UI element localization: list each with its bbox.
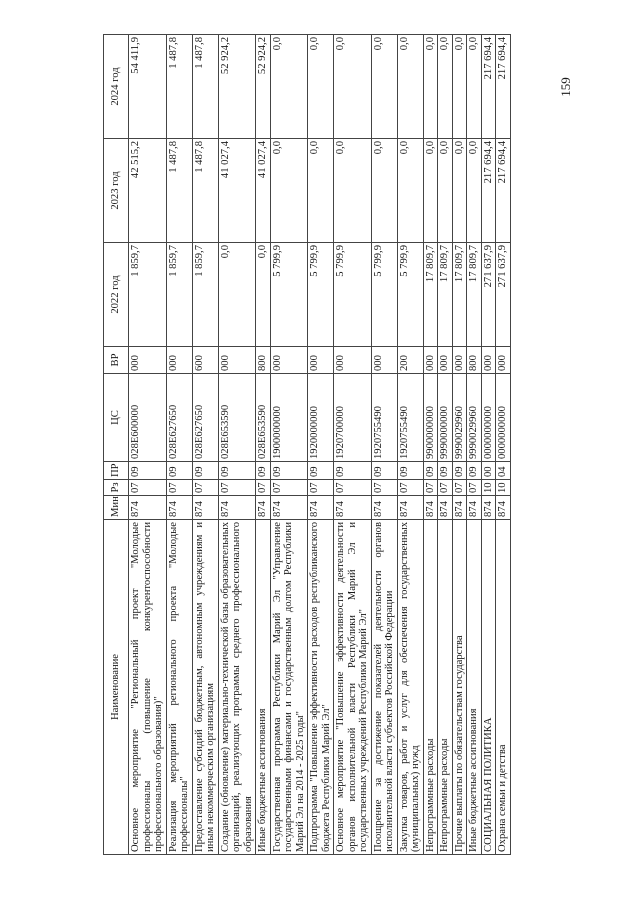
cell-2023: 41 027,4 <box>256 139 271 243</box>
cell-pr: 04 <box>496 462 511 480</box>
cell-2024: 0,0 <box>397 35 423 139</box>
cell-2023: 0,0 <box>438 139 453 243</box>
cell-min: 874 <box>371 496 397 520</box>
cell-2023: 1 487,8 <box>192 139 218 243</box>
cell-pr: 09 <box>218 462 256 480</box>
cell-pr: 09 <box>334 462 372 480</box>
cell-pr: 09 <box>467 462 482 480</box>
cell-cs: 1920755490 <box>371 374 397 462</box>
header-year-2023: 2023 год <box>104 139 129 243</box>
cell-2022: 17 809,7 <box>452 243 467 347</box>
cell-min: 874 <box>270 496 308 520</box>
cell-name: Реализация мероприятий регионального проекта "Молодые профессионалы" <box>166 520 192 855</box>
cell-min: 874 <box>218 496 256 520</box>
cell-2024: 0,0 <box>452 35 467 139</box>
cell-vr: 000 <box>334 347 372 374</box>
cell-rz: 07 <box>423 480 438 496</box>
cell-cs: 9990029960 <box>467 374 482 462</box>
cell-2022: 0,0 <box>218 243 256 347</box>
cell-2024: 217 694,4 <box>496 35 511 139</box>
cell-2024: 0,0 <box>423 35 438 139</box>
cell-vr: 000 <box>129 347 167 374</box>
cell-cs: 1920755490 <box>397 374 423 462</box>
cell-min: 874 <box>438 496 453 520</box>
cell-2022: 1 859,7 <box>166 243 192 347</box>
table-body <box>129 35 511 855</box>
cell-vr: 200 <box>397 347 423 374</box>
cell-rz: 07 <box>129 480 167 496</box>
cell-vr: 800 <box>467 347 482 374</box>
cell-2023: 41 027,4 <box>218 139 256 243</box>
cell-cs: 028E627650 <box>166 374 192 462</box>
cell-pr: 09 <box>192 462 218 480</box>
cell-2024: 1 487,8 <box>192 35 218 139</box>
budget-table-container <box>103 35 573 855</box>
cell-name: Прочие выплаты по обязательствам государства <box>452 520 467 855</box>
cell-rz: 07 <box>438 480 453 496</box>
cell-min: 874 <box>397 496 423 520</box>
cell-name: Иные бюджетные ассигнования <box>467 520 482 855</box>
cell-min: 874 <box>467 496 482 520</box>
cell-2022: 271 637,9 <box>481 243 496 347</box>
cell-2024: 52 924,2 <box>256 35 271 139</box>
cell-min: 874 <box>423 496 438 520</box>
cell-vr: 000 <box>423 347 438 374</box>
cell-min: 874 <box>256 496 271 520</box>
cell-rz: 07 <box>397 480 423 496</box>
cell-rz: 07 <box>371 480 397 496</box>
cell-name: СОЦИАЛЬНАЯ ПОЛИТИКА <box>481 520 496 855</box>
cell-2024: 54 411,9 <box>129 35 167 139</box>
cell-2024: 1 487,8 <box>166 35 192 139</box>
cell-2023: 217 694,4 <box>481 139 496 243</box>
cell-2024: 217 694,4 <box>481 35 496 139</box>
cell-name: Государственная программа Республики Марий Эл "Управление государственными финансами и государственным долгом Республики Марий Эл на 2014 - 2025 годы" <box>270 520 308 855</box>
cell-2022: 1 859,7 <box>192 243 218 347</box>
cell-vr: 000 <box>308 347 334 374</box>
cell-vr: 600 <box>192 347 218 374</box>
cell-rz: 07 <box>334 480 372 496</box>
cell-pr: 00 <box>481 462 496 480</box>
cell-name: Основное мероприятие "Повышение эффективности деятельности органов исполнительной власти Республики Марий Эл и государственных учреждений Республики Марий Эл" <box>334 520 372 855</box>
table-header <box>104 35 129 855</box>
cell-2022: 5 799,9 <box>270 243 308 347</box>
cell-name: Непрограммные расходы <box>423 520 438 855</box>
cell-2024: 0,0 <box>270 35 308 139</box>
cell-2023: 42 515,2 <box>129 139 167 243</box>
cell-2022: 5 799,9 <box>397 243 423 347</box>
cell-vr: 000 <box>371 347 397 374</box>
cell-2022: 5 799,9 <box>334 243 372 347</box>
cell-cs: 0000000000 <box>481 374 496 462</box>
header-vr: ВР <box>104 347 129 374</box>
header-cs: ЦС <box>104 374 129 462</box>
cell-rz: 07 <box>166 480 192 496</box>
cell-rz: 10 <box>496 480 511 496</box>
cell-2022: 0,0 <box>256 243 271 347</box>
cell-name: Подпрограмма "Повышение эффективности расходов республиканского бюджета Республики Марий Эл" <box>308 520 334 855</box>
cell-2023: 0,0 <box>371 139 397 243</box>
cell-name: Создание (обновление) материально-технической базы образовательных организаций, реализующих программы среднего профессионального образования <box>218 520 256 855</box>
cell-pr: 09 <box>166 462 192 480</box>
cell-pr: 09 <box>452 462 467 480</box>
cell-2022: 1 859,7 <box>129 243 167 347</box>
cell-2022: 5 799,9 <box>308 243 334 347</box>
page-number: 159 <box>558 77 573 97</box>
header-year-2024: 2024 год <box>104 35 129 139</box>
cell-2024: 52 924,2 <box>218 35 256 139</box>
cell-pr: 09 <box>256 462 271 480</box>
cell-pr: 09 <box>270 462 308 480</box>
cell-vr: 000 <box>166 347 192 374</box>
cell-pr: 09 <box>129 462 167 480</box>
cell-2023: 217 694,4 <box>496 139 511 243</box>
budget-table <box>103 34 511 855</box>
cell-2022: 271 637,9 <box>496 243 511 347</box>
cell-2022: 17 809,7 <box>438 243 453 347</box>
cell-min: 874 <box>129 496 167 520</box>
header-min: Мин <box>104 496 129 520</box>
cell-name: Непрограммные расходы <box>438 520 453 855</box>
cell-cs: 1900000000 <box>270 374 308 462</box>
cell-name: Предоставление субсидий бюджетным, автономным учреждениям и иным некоммерческим организациям <box>192 520 218 855</box>
header-name: Наименование <box>104 520 129 855</box>
cell-min: 874 <box>481 496 496 520</box>
header-pr: ПР <box>104 462 129 480</box>
cell-cs: 028E627650 <box>192 374 218 462</box>
cell-rz: 07 <box>308 480 334 496</box>
cell-rz: 07 <box>270 480 308 496</box>
cell-cs: 9900000000 <box>423 374 438 462</box>
cell-2023: 1 487,8 <box>166 139 192 243</box>
cell-vr: 000 <box>496 347 511 374</box>
cell-min: 874 <box>452 496 467 520</box>
cell-cs: 1920700000 <box>334 374 372 462</box>
cell-2024: 0,0 <box>308 35 334 139</box>
cell-pr: 09 <box>423 462 438 480</box>
cell-2023: 0,0 <box>308 139 334 243</box>
cell-vr: 000 <box>218 347 256 374</box>
cell-min: 874 <box>192 496 218 520</box>
cell-2022: 5 799,9 <box>371 243 397 347</box>
cell-rz: 07 <box>467 480 482 496</box>
cell-2023: 0,0 <box>452 139 467 243</box>
cell-cs: 9990029960 <box>452 374 467 462</box>
cell-pr: 09 <box>308 462 334 480</box>
cell-vr: 000 <box>438 347 453 374</box>
header-rz: Рз <box>104 480 129 496</box>
cell-name: Охрана семьи и детства <box>496 520 511 855</box>
cell-cs: 028E653590 <box>218 374 256 462</box>
cell-2024: 0,0 <box>334 35 372 139</box>
cell-rz: 07 <box>256 480 271 496</box>
cell-name: Поощрение за достижение показателей деятельности органов исполнительной власти субъектов Российской Федерации <box>371 520 397 855</box>
cell-2023: 0,0 <box>467 139 482 243</box>
cell-2023: 0,0 <box>270 139 308 243</box>
cell-rz: 10 <box>481 480 496 496</box>
cell-rz: 07 <box>218 480 256 496</box>
cell-vr: 000 <box>270 347 308 374</box>
cell-rz: 07 <box>192 480 218 496</box>
cell-min: 874 <box>496 496 511 520</box>
cell-vr: 000 <box>481 347 496 374</box>
cell-min: 874 <box>166 496 192 520</box>
cell-pr: 09 <box>397 462 423 480</box>
cell-2024: 0,0 <box>371 35 397 139</box>
cell-2023: 0,0 <box>334 139 372 243</box>
cell-vr: 000 <box>452 347 467 374</box>
cell-2024: 0,0 <box>438 35 453 139</box>
cell-cs: 1920000000 <box>308 374 334 462</box>
cell-2022: 17 809,7 <box>467 243 482 347</box>
cell-cs: 9990000000 <box>438 374 453 462</box>
cell-2023: 0,0 <box>423 139 438 243</box>
cell-2022: 17 809,7 <box>423 243 438 347</box>
cell-rz: 07 <box>452 480 467 496</box>
cell-name: Закупка товаров, работ и услуг для обеспечения государственных (муниципальных) нужд <box>397 520 423 855</box>
cell-vr: 800 <box>256 347 271 374</box>
cell-min: 874 <box>308 496 334 520</box>
cell-2024: 0,0 <box>467 35 482 139</box>
cell-2023: 0,0 <box>397 139 423 243</box>
cell-pr: 09 <box>438 462 453 480</box>
cell-pr: 09 <box>371 462 397 480</box>
cell-name: Иные бюджетные ассигнования <box>256 520 271 855</box>
cell-min: 874 <box>334 496 372 520</box>
cell-cs: 028E653590 <box>256 374 271 462</box>
cell-cs: 0000000000 <box>496 374 511 462</box>
cell-cs: 028E600000 <box>129 374 167 462</box>
header-year-2022: 2022 год <box>104 243 129 347</box>
cell-name: Основное мероприятие "Региональный проект "Молодые профессионалы (повышение конкурентоспособности профессионального образования)" <box>129 520 167 855</box>
